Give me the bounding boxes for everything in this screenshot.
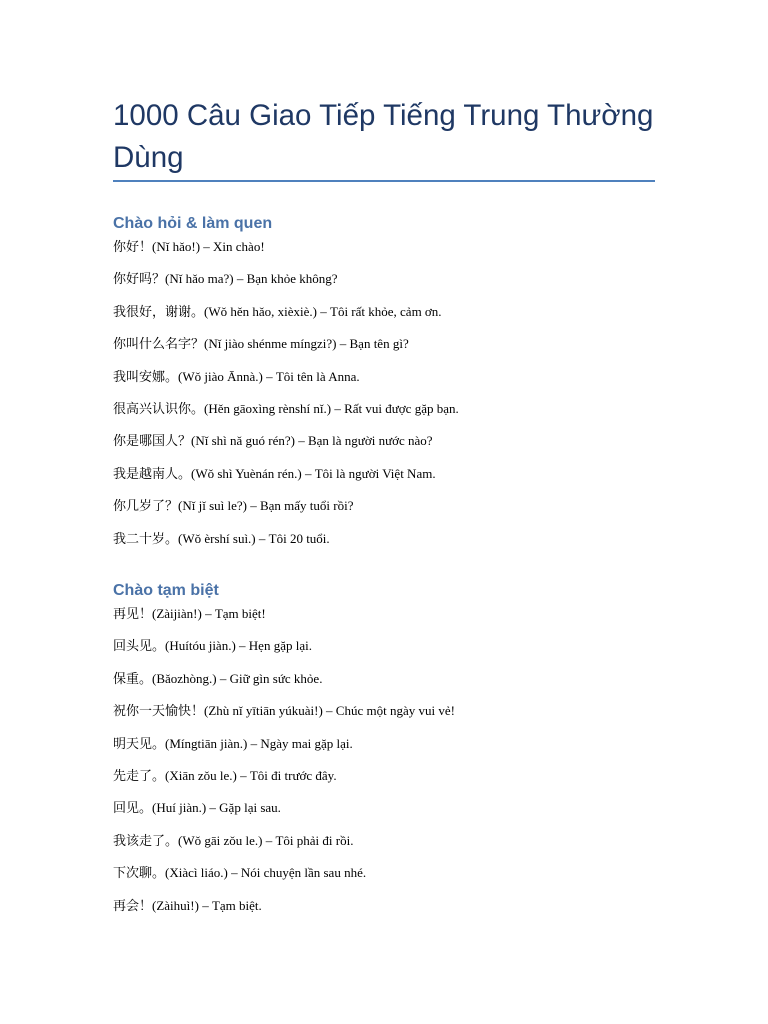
phrase-line <box>113 271 655 287</box>
phrase-line <box>113 671 655 687</box>
phrase-line <box>113 768 655 784</box>
phrase-text: (Zàijiàn!) – Tạm biệt! <box>152 606 266 621</box>
phrase-text: (Míngtiān jiàn.) – Ngày mai gặp lại. <box>165 735 353 751</box>
phrase-line <box>113 336 655 352</box>
phrase-text: (Xiàcì liáo.) – Nói chuyện lần sau nhé. <box>165 865 367 881</box>
phrase-text: (Nǐ shì nǎ guó rén?) – Bạn là người nước nào? <box>191 433 433 449</box>
section-heading: Chào hỏi & làm quen <box>113 215 273 232</box>
phrase-hanzi: 回见。 <box>113 800 153 816</box>
phrase-text: (Wǒ gāi zǒu le.) – Tôi phải đi rồi. <box>178 832 354 848</box>
phrase-line <box>113 433 655 449</box>
phrase-text: (Hěn gāoxìng rènshí nǐ.) – Rất vui được gặp bạn. <box>204 400 459 416</box>
phrase-text: (Nǐ hǎo ma?) – Bạn khỏe không? <box>165 271 338 287</box>
phrase-hanzi: 明天见。 <box>113 735 166 751</box>
phrase-hanzi: 保重。 <box>113 670 153 686</box>
phrase-line <box>113 865 655 881</box>
phrase-text: (Wǒ jiào Ānnà.) – Tôi tên là Anna. <box>178 368 360 384</box>
section-heading: Chào tạm biệt <box>113 582 219 599</box>
phrase-line <box>113 638 655 654</box>
phrase-hanzi: 你好！ <box>113 239 153 254</box>
phrase-text: (Wǒ hěn hǎo, xièxiè.) – Tôi rất khỏe, cảm ơn. <box>204 303 442 319</box>
phrase-text: (Huí jiàn.) – Gặp lại sau. <box>152 800 281 816</box>
phrase-line <box>113 401 655 417</box>
phrase-hanzi: 再会！ <box>113 897 153 913</box>
section-farewells <box>113 579 655 930</box>
phrase-hanzi: 你好吗？ <box>113 271 166 287</box>
phrase-hanzi: 你是哪国人？ <box>113 433 192 449</box>
phrase-text: (Nǐ hǎo!) – Xin chào! <box>152 239 265 254</box>
phrase-hanzi: 先走了。 <box>113 767 166 783</box>
title-divider <box>113 180 655 182</box>
phrase-line <box>113 703 655 719</box>
phrase-text: (Huítóu jiàn.) – Hẹn gặp lại. <box>165 638 312 654</box>
phrase-hanzi: 再见！ <box>113 606 153 621</box>
phrase-line <box>113 304 655 320</box>
phrase-line <box>113 369 655 385</box>
phrase-hanzi: 我很好，谢谢。 <box>113 303 205 319</box>
phrase-text: (Bǎozhòng.) – Giữ gìn sức khỏe. <box>152 670 323 686</box>
document-page <box>113 0 655 1024</box>
phrase-line <box>113 736 655 752</box>
phrase-text: (Xiān zǒu le.) – Tôi đi trước đây. <box>165 767 337 783</box>
phrase-line <box>113 833 655 849</box>
phrase-text: (Nǐ jiào shénme míngzi?) – Bạn tên gì? <box>204 336 409 352</box>
phrase-line <box>113 498 655 514</box>
phrase-line <box>113 239 655 255</box>
phrase-hanzi: 我叫安娜。 <box>113 368 179 384</box>
section-greetings <box>113 212 655 563</box>
phrase-text: (Wǒ shì Yuènán rén.) – Tôi là người Việt Nam. <box>191 465 436 481</box>
phrase-line <box>113 800 655 816</box>
phrase-hanzi: 祝你一天愉快！ <box>113 703 205 719</box>
phrase-line <box>113 466 655 482</box>
phrase-text: (Zhù nǐ yītiān yúkuài!) – Chúc một ngày vui vẻ! <box>204 703 455 719</box>
phrase-hanzi: 回头见。 <box>113 638 166 654</box>
phrase-hanzi: 我该走了。 <box>113 832 179 848</box>
phrase-text: (Zàihuì!) – Tạm biệt. <box>152 897 262 913</box>
phrase-hanzi: 我是越南人。 <box>113 465 192 481</box>
phrase-line <box>113 606 655 622</box>
phrase-hanzi: 很高兴认识你。 <box>113 400 205 416</box>
phrase-hanzi: 我二十岁。 <box>113 530 179 546</box>
phrase-line <box>113 898 655 914</box>
document-title: 1000 Câu Giao Tiếp Tiếng Trung Thường Dùng <box>113 99 654 174</box>
phrase-hanzi: 你叫什么名字？ <box>113 336 205 352</box>
phrase-hanzi: 下次聊。 <box>113 865 166 881</box>
phrase-text: (Wǒ èrshí suì.) – Tôi 20 tuổi. <box>178 530 330 546</box>
phrase-hanzi: 你几岁了？ <box>113 498 179 514</box>
phrase-text: (Nǐ jǐ suì le?) – Bạn mấy tuổi rồi? <box>178 498 354 514</box>
phrase-line <box>113 531 655 547</box>
